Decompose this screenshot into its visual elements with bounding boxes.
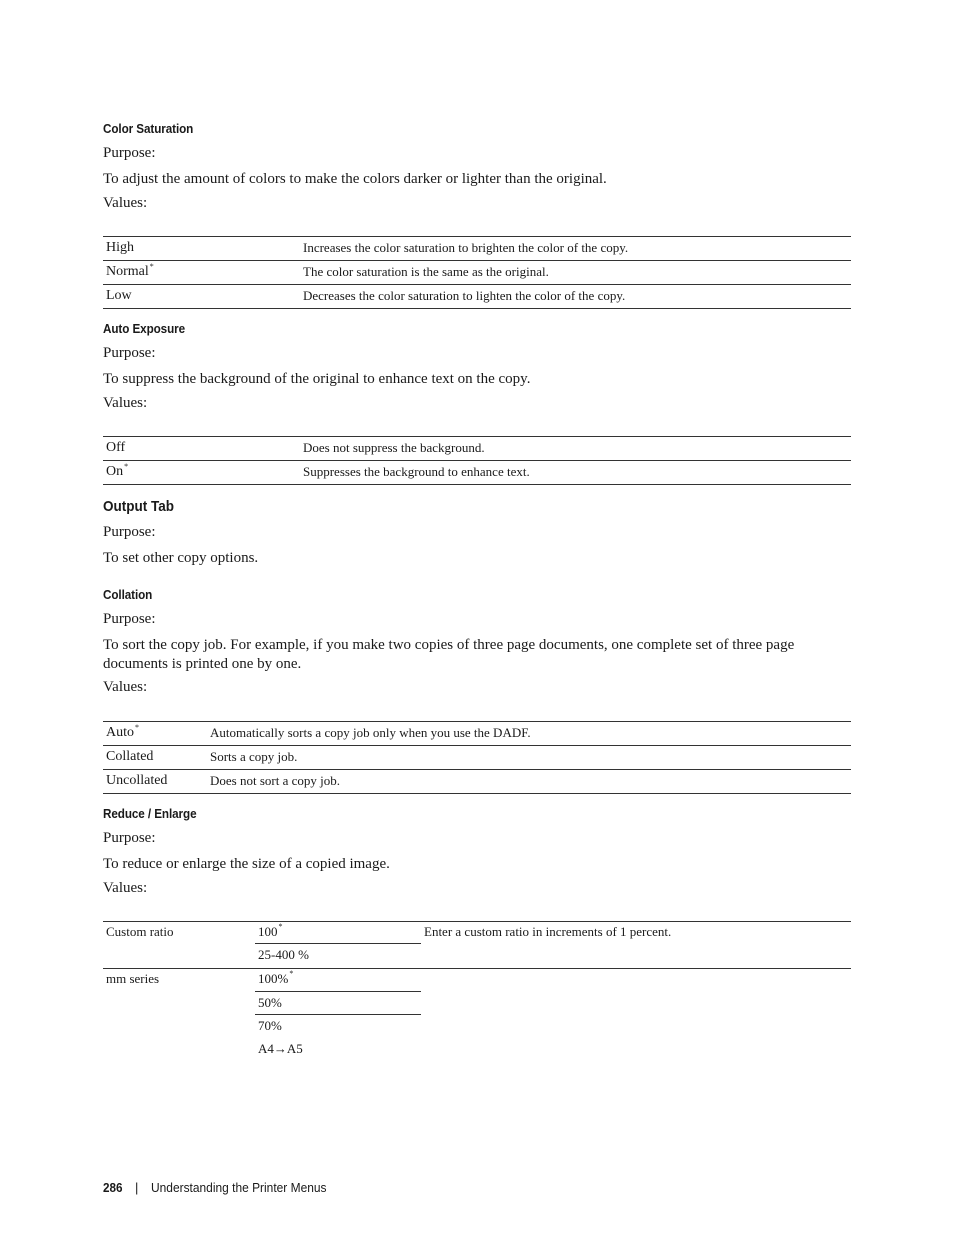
value-name: Off [106, 440, 126, 455]
purpose-label: Purpose: [103, 611, 156, 627]
purpose-text: To adjust the amount of colors to make the colors darker or lighter than the original. [103, 171, 607, 187]
page-number: 286 [103, 1180, 123, 1195]
table-row [103, 746, 851, 770]
value-description: Sorts a copy job. [210, 749, 298, 764]
default-marker: * [124, 462, 129, 471]
ratio-value: 70% [258, 1018, 282, 1033]
section-heading-output-tab: Output Tab [103, 498, 174, 515]
value-description: Enter a custom ratio in increments of 1 percent. [424, 924, 672, 939]
collation-table [103, 721, 851, 794]
value-name: Low [106, 288, 132, 303]
purpose-label: Purpose: [103, 145, 156, 161]
auto-exposure-table [103, 436, 851, 485]
ratio-value: A4→A5 [258, 1041, 303, 1056]
table-rule [255, 1014, 421, 1015]
value-name: Normal* [106, 262, 154, 279]
table-rule [255, 991, 421, 992]
purpose-label: Purpose: [103, 830, 156, 846]
page-footer [103, 1180, 327, 1195]
value-name: Custom ratio [106, 924, 174, 939]
value-name: High [106, 240, 134, 255]
default-marker: * [135, 723, 139, 732]
value-name: On* [106, 462, 129, 479]
section-heading-collation: Collation [103, 587, 153, 602]
values-label: Values: [103, 195, 148, 211]
purpose-label: Purpose: [103, 524, 156, 540]
table-row [103, 770, 851, 794]
value-description: Does not sort a copy job. [210, 773, 340, 788]
table-row [103, 461, 851, 485]
purpose-text: To suppress the background of the original to enhance text on the copy. [103, 371, 531, 387]
table-rule [103, 968, 851, 969]
ratio-value: 50% [258, 995, 282, 1010]
value-description: Does not suppress the background. [303, 440, 485, 455]
table-rule [255, 943, 421, 944]
table-row [103, 437, 851, 461]
default-marker: * [149, 262, 154, 271]
table-row [103, 261, 851, 285]
ratio-range: 25-400 % [258, 947, 309, 962]
value-name: mm series [106, 971, 160, 986]
purpose-text: To set other copy options. [103, 550, 259, 566]
default-marker: * [278, 922, 283, 931]
footer-separator: | [135, 1180, 139, 1195]
footer-title: Understanding the Printer Menus [151, 1180, 327, 1195]
ratio-value: 100%* [258, 969, 294, 986]
purpose-text: To sort the copy job. For example, if you make two copies of three page documents, one complete set of three page documents is printed one by one. [103, 637, 795, 672]
value-description: Increases the color saturation to brighten the color of the copy. [303, 240, 629, 255]
table-row [103, 237, 851, 261]
value-name: Collated [106, 749, 154, 764]
value-description: The color saturation is the same as the original. [303, 264, 549, 279]
color-saturation-table [103, 236, 851, 309]
values-label: Values: [103, 395, 148, 411]
table-row [103, 722, 851, 746]
section-heading-auto-exposure: Auto Exposure [103, 321, 186, 336]
value-description: Decreases the color saturation to lighten the color of the copy. [303, 288, 626, 303]
default-marker: * [289, 969, 294, 978]
section-heading-color-saturation: Color Saturation [103, 121, 194, 136]
table-row [103, 285, 851, 309]
value-name: Uncollated [106, 773, 168, 788]
values-label: Values: [103, 880, 148, 896]
table-rule [103, 921, 851, 922]
purpose-label: Purpose: [103, 345, 156, 361]
values-label: Values: [103, 679, 148, 695]
purpose-text: To reduce or enlarge the size of a copied image. [103, 856, 390, 872]
value-description: Automatically sorts a copy job only when you use the DADF. [210, 725, 531, 740]
value-description: Suppresses the background to enhance text. [303, 464, 530, 479]
section-heading-reduce-enlarge: Reduce / Enlarge [103, 806, 197, 821]
value-name: Auto* [106, 723, 139, 740]
ratio-value: 100* [258, 922, 283, 939]
